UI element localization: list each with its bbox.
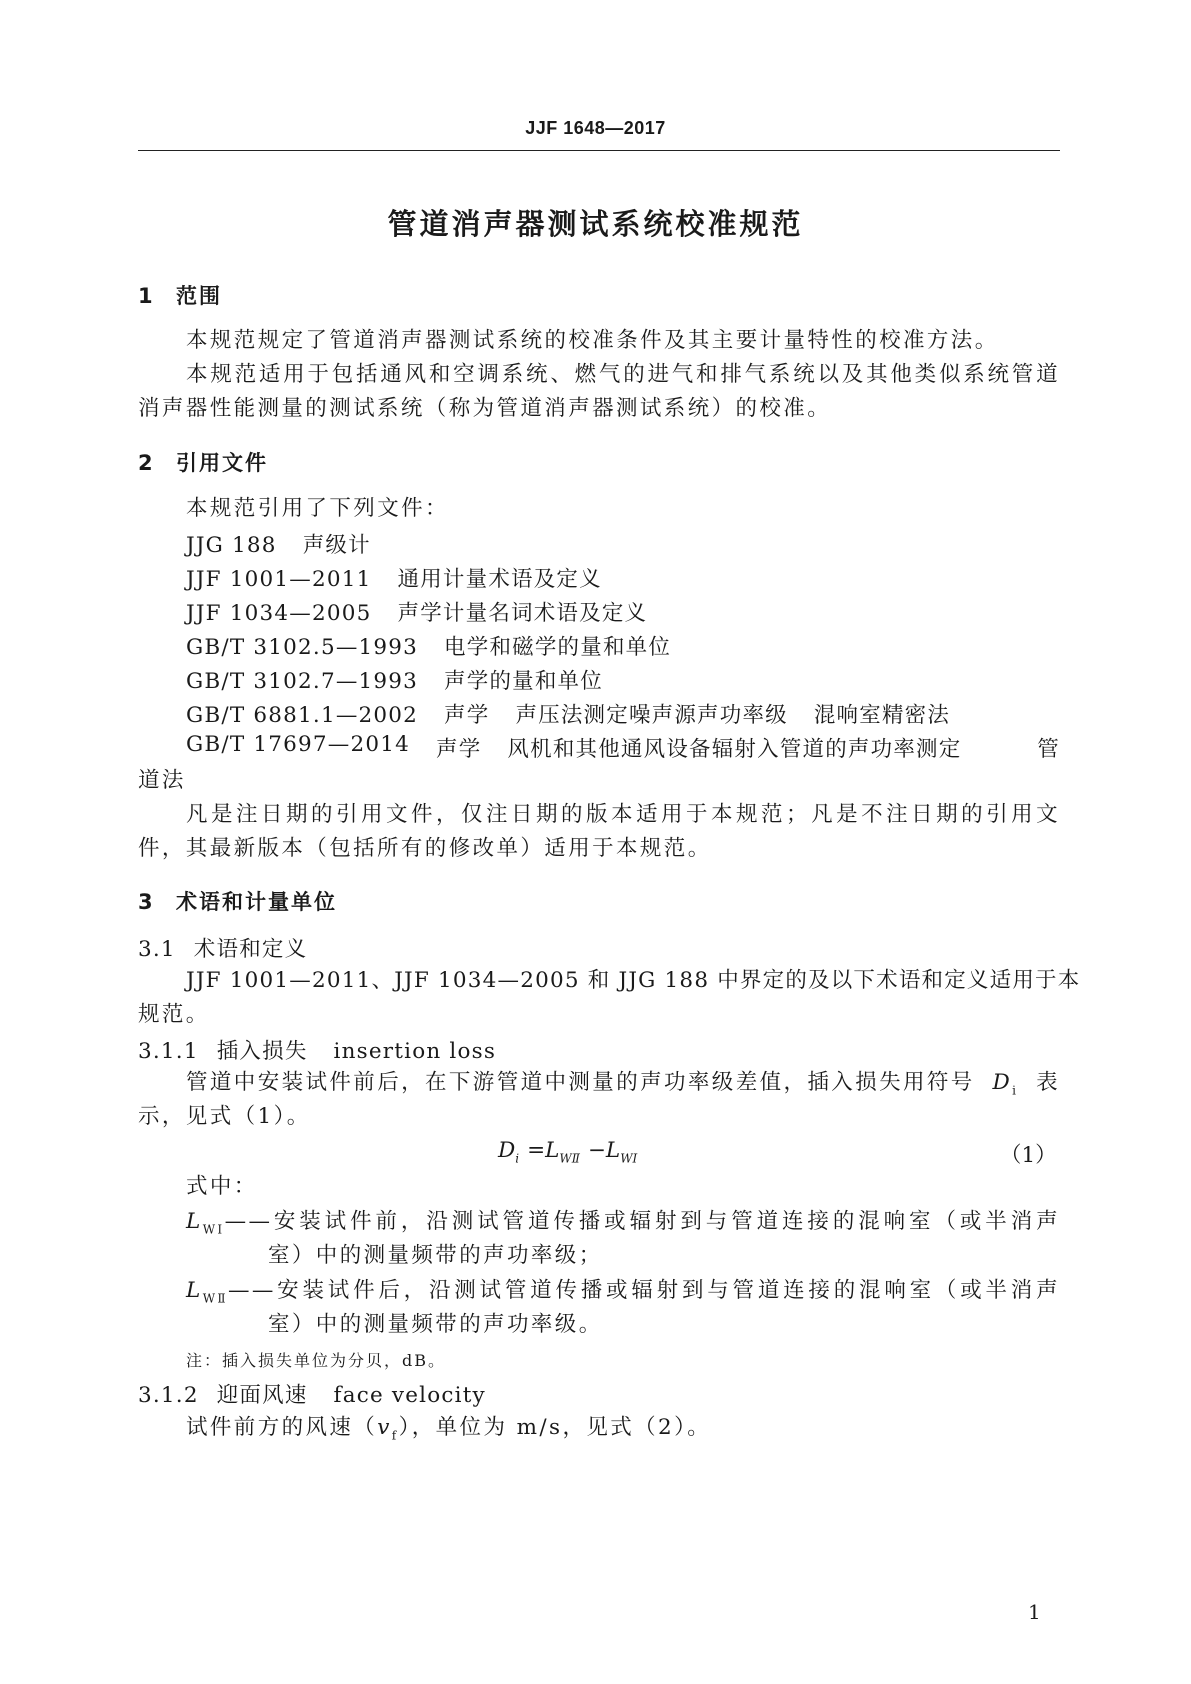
reference-title-part: 声学 — [436, 737, 482, 762]
subsection-title: 术语和定义 — [193, 937, 308, 962]
symbol-L-WI: $L_{WⅠ}$ — [186, 1209, 225, 1237]
subsection-english-term: face velocity — [333, 1383, 486, 1408]
subsection-3-1-1-heading — [138, 1034, 496, 1065]
paragraph: 管道中安装试件前后，在下游管道中测量的声功率级差值，插入损失用符号 $D_i$ 表 — [186, 1068, 1060, 1105]
subsection-3-1-heading — [138, 932, 307, 963]
paragraph-text: 管道中安装试件前后，在下游管道中测量的声功率级差值，插入损失用符号 — [186, 1070, 975, 1095]
note: 注：插入损失单位为分贝，dB。 — [186, 1351, 447, 1370]
reference-title-part: 风机和其他通风设备辐射入管道的声功率测定 — [507, 737, 962, 762]
reference-code: JJF 1001—2011 — [186, 567, 372, 592]
reference-code: GB/T 3102.5—1993 — [186, 635, 419, 660]
reference-item — [186, 732, 1060, 763]
header-rule — [138, 150, 1060, 151]
symbol-L-WII: $L_{WⅡ}$ — [186, 1278, 228, 1306]
subsection-number: 3.1.2 — [138, 1383, 199, 1408]
subsection-title: 插入损失 — [216, 1039, 308, 1064]
reference-code: GB/T 3102.7—1993 — [186, 669, 419, 694]
paragraph: JJF 1001—2011、JJF 1034—2005 和 JJG 188 中界定的及以下术语和定义适用于本 — [186, 968, 1081, 993]
subsection-number: 3.1 — [138, 937, 176, 962]
paragraph-continued: 消声器性能测量的测试系统（称为管道消声器测试系统）的校准。 — [138, 396, 832, 421]
reference-code: JJG 188 — [186, 533, 277, 558]
section-title: 引用文件 — [176, 451, 268, 475]
page-number: 1 — [1028, 1600, 1041, 1624]
document-title: 管道消声器测试系统校准规范 — [387, 207, 804, 241]
where-label: 式中： — [186, 1174, 258, 1199]
section-number: 3 — [138, 890, 153, 914]
reference-title-part: 声学 — [444, 703, 490, 728]
section-title: 术语和计量单位 — [176, 890, 337, 914]
subsection-3-1-2-heading — [138, 1378, 486, 1409]
reference-title-part: 管 — [1037, 737, 1060, 762]
paragraph: 本规范规定了管道消声器测试系统的校准条件及其主要计量特性的校准方法。 — [186, 328, 999, 353]
section-number: 2 — [138, 451, 153, 475]
symbol-D-i: $D_i$ — [992, 1070, 1019, 1098]
symbol-definition: $L_{WⅡ}$ ——安装试件后，沿测试管道传播或辐射到与管道连接的混响室（或半消声 — [186, 1276, 1060, 1313]
symbol-definition-continued: 室）中的测量频带的声功率级； — [268, 1243, 603, 1268]
reference-item — [186, 528, 371, 559]
symbol-definition: $L_{WⅠ}$ ——安装试件前，沿测试管道传播或辐射到与管道连接的混响室（或半消声 — [186, 1207, 1060, 1244]
section-1-heading — [138, 280, 222, 310]
symbol-definition-continued: 室）中的测量频带的声功率级。 — [268, 1312, 603, 1337]
reference-code: GB/T 6881.1—2002 — [186, 703, 419, 728]
reference-title: 声级计 — [302, 533, 371, 558]
subsection-number: 3.1.1 — [138, 1039, 199, 1064]
reference-title-part: 声压法测定噪声源声功率级 — [515, 703, 788, 728]
reference-item — [186, 596, 647, 627]
paragraph-continued: 件，其最新版本（包括所有的修改单）适用于本规范。 — [138, 836, 712, 861]
reference-item — [186, 562, 602, 593]
reference-code: JJF 1034—2005 — [186, 601, 372, 626]
paragraph: 凡是注日期的引用文件，仅注日期的版本适用于本规范；凡是不注日期的引用文 — [186, 802, 1060, 827]
equation-number: （1） — [1000, 1143, 1057, 1168]
equation-1: $D_i =L_{WⅡ} -L_{WⅠ}$ — [498, 1138, 638, 1166]
reference-title-part: 混响室精密法 — [813, 703, 951, 728]
document-code-header: JJF 1648—2017 — [525, 118, 666, 138]
symbol-v-f: $v_f$ — [377, 1415, 399, 1443]
paragraph-continued: 示，见式（1）。 — [138, 1104, 311, 1129]
section-2-heading — [138, 447, 268, 477]
subsection-title: 迎面风速 — [216, 1383, 308, 1408]
paragraph-continued: 规范。 — [138, 1002, 210, 1027]
reference-item — [186, 664, 603, 695]
reference-title: 电学和磁学的量和单位 — [444, 635, 672, 660]
reference-code: GB/T 17697—2014 — [186, 732, 411, 757]
reference-item — [186, 630, 671, 661]
reference-title: 声学的量和单位 — [444, 669, 603, 694]
section-3-heading — [138, 886, 337, 916]
reference-item-continued: 道法 — [138, 768, 186, 793]
paragraph: 试件前方的风速$(v_f)$，单位为 m/s，见式（2）。 — [186, 1415, 712, 1443]
subsection-english-term: insertion loss — [333, 1039, 497, 1064]
paragraph: 本规范适用于包括通风和空调系统、燃气的进气和排气系统以及其他类似系统管道 — [186, 362, 1060, 387]
section-number: 1 — [138, 284, 153, 308]
reference-item — [186, 698, 950, 729]
reference-title: 声学计量名词术语及定义 — [397, 601, 648, 626]
paragraph: 本规范引用了下列文件： — [186, 496, 449, 521]
section-title: 范围 — [176, 284, 222, 308]
reference-title: 通用计量术语及定义 — [397, 567, 602, 592]
